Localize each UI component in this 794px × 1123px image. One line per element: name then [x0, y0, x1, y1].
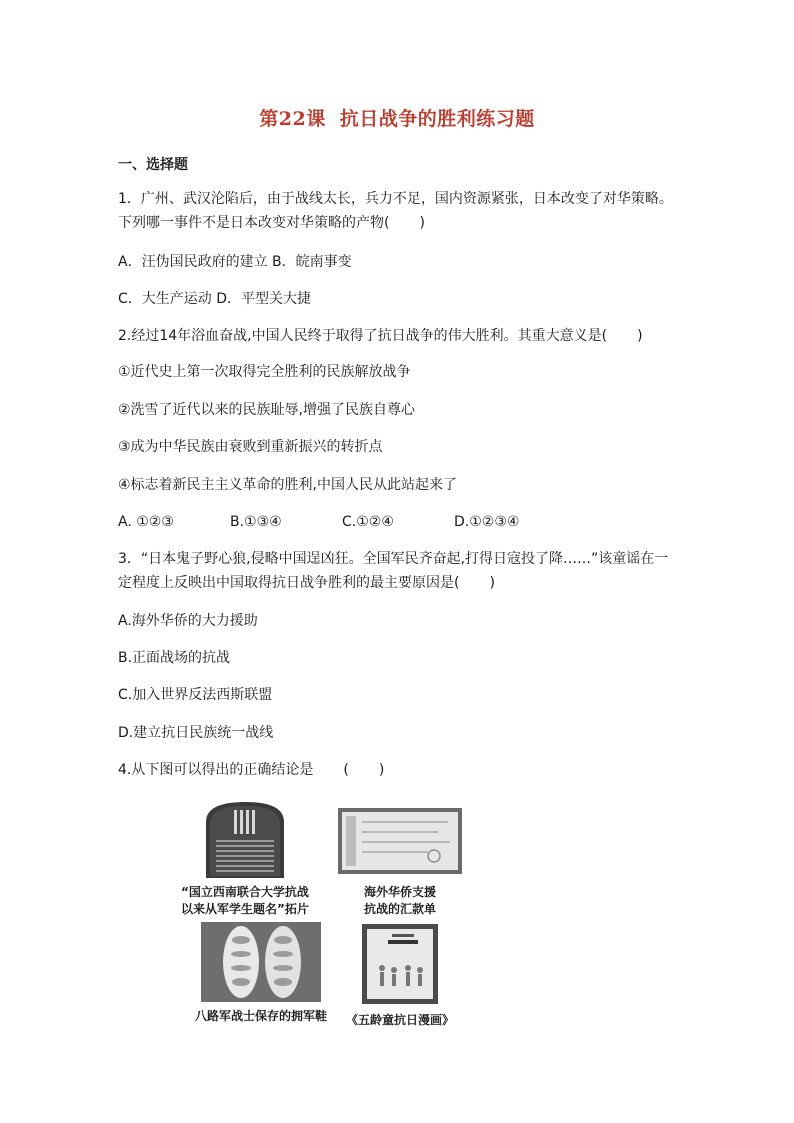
remittance-image [338, 808, 462, 874]
figure-remittance [330, 808, 470, 918]
lesson-name: 抗日战争的胜利练习题 [339, 108, 535, 130]
figure-rubbing [160, 800, 330, 918]
q1-stem-line2 [118, 213, 425, 233]
q1-options-row2: C．大生产运动 D．平型关大捷 [118, 291, 312, 307]
caption-line: 海外华侨支援 [363, 885, 436, 899]
q2-option-b: B.①③④ [230, 514, 282, 530]
q2-stem-text: 2.经过14年浴血奋战,中国人民终于取得了抗日战争的伟大胜利。其重大意义是( [118, 328, 608, 344]
caption-line: 以来从军学生题名”拓片 [181, 902, 309, 916]
q4-stem-text: 4.从下图可以得出的正确结论是 [118, 762, 314, 778]
caption-line: “国立西南联合大学抗战 [181, 885, 309, 899]
q4-paren-open: ( [343, 762, 349, 778]
q1-paren-close: ) [419, 215, 425, 231]
q2-option-a: A. ①②③ [118, 514, 174, 530]
figure-shoes-caption [195, 1008, 327, 1025]
figure-cartoon [330, 924, 470, 1029]
q3-stem-text: 定程度上反映出中国取得抗日战争胜利的最主要原因是( [118, 575, 460, 591]
q1-options-row1: A．汪伪国民政府的建立 B．皖南事变 [118, 254, 352, 270]
q3-option-d: D.建立抗日民族统一战线 [118, 725, 274, 741]
q4-stem [118, 760, 384, 780]
q2-item-3: ③成为中华民族由衰败到重新振兴的转折点 [118, 439, 383, 455]
q2-options [118, 512, 519, 532]
figure-shoes [176, 922, 346, 1025]
section-heading: 一、选择题 [118, 157, 188, 173]
q2-item-4: ④标志着新民主主义革命的胜利,中国人民从此站起来了 [118, 477, 457, 493]
q2-stem [118, 326, 643, 346]
page-title [0, 104, 794, 131]
q3-option-b: B.正面战场的抗战 [118, 650, 231, 666]
caption-line: 八路军战士保存的拥军鞋 [194, 1009, 327, 1023]
q1-stem-text: 下列哪一事件不是日本改变对华策略的产物( [118, 215, 390, 231]
q3-option-a: A.海外华侨的大力援助 [118, 613, 258, 629]
caption-line: 抗战的汇款单 [363, 902, 436, 916]
cartoon-image [362, 924, 438, 1004]
lesson-number: 第22课 [259, 108, 326, 130]
q3-option-c: C.加入世界反法西斯联盟 [118, 687, 273, 703]
q1-stem-line1: 1．广州、武汉沦陷后，由于战线太长，兵力不足，国内资源紧张，日本改变了对华策略。 [118, 191, 673, 207]
q3-stem-line1: 3．“日本鬼子野心狼,侵略中国逞凶狂。全国军民齐奋起,打得日寇投了降……”该童谣在一 [118, 551, 669, 567]
figure-remittance-caption [364, 884, 436, 918]
q3-stem-line2 [118, 573, 495, 593]
q2-item-1: ①近代史上第一次取得完全胜利的民族解放战争 [118, 364, 411, 380]
q2-item-2: ②洗雪了近代以来的民族耻辱,增强了民族自尊心 [118, 402, 415, 418]
q2-option-d: D.①②③④ [454, 514, 520, 530]
figure-cartoon-caption [346, 1012, 454, 1029]
shoes-image [201, 922, 321, 1002]
q2-option-c: C.①②④ [342, 514, 394, 530]
q2-paren-close: ) [637, 328, 643, 344]
rubbing-image [204, 800, 286, 880]
q4-paren-close: ) [378, 762, 385, 778]
caption-line: 《五龄童抗日漫画》 [345, 1013, 454, 1027]
q3-paren-close: ) [489, 575, 495, 591]
figure-rubbing-caption [181, 884, 309, 918]
